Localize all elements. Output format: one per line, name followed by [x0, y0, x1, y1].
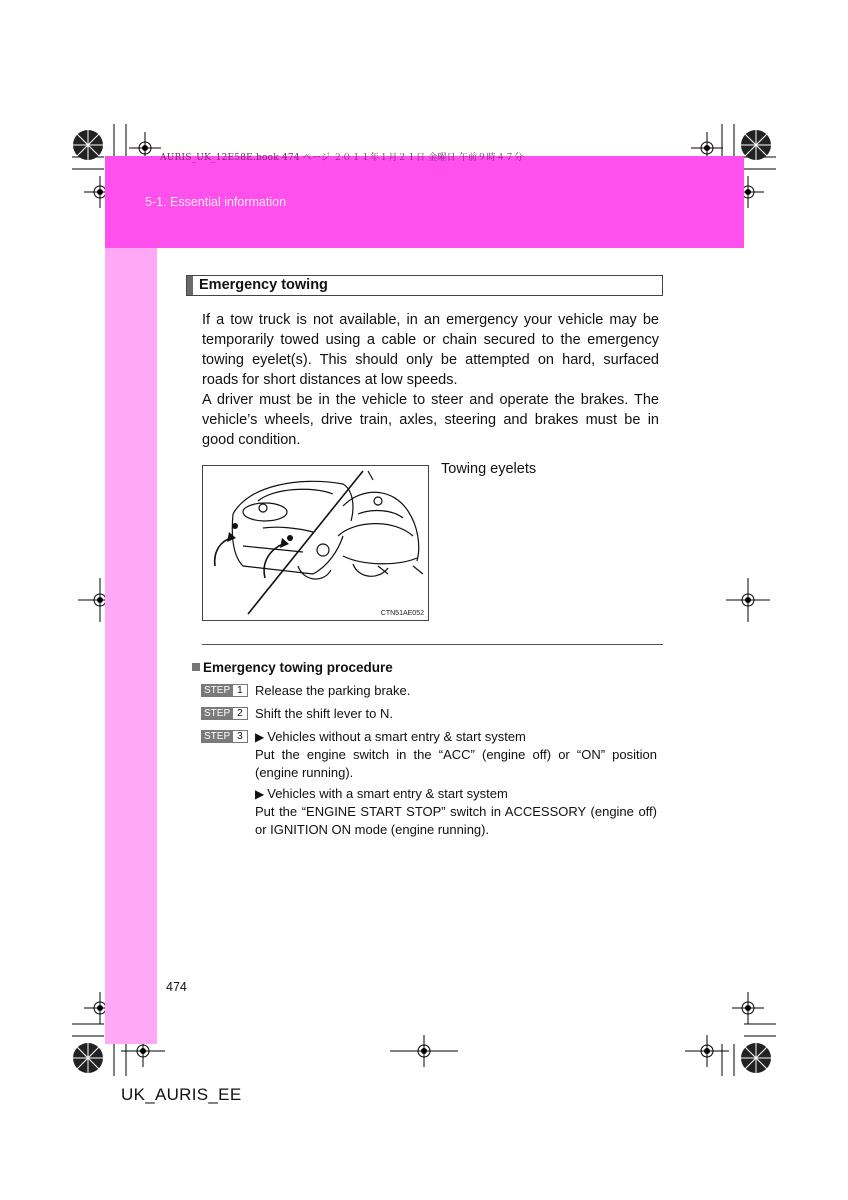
intro-paragraph-2: A driver must be in the vehicle to steer and operate the brakes. The vehicle’s wheels, drive train, axles, steering and brakes must be in good condition. — [202, 392, 659, 448]
car-towing-illustration — [203, 466, 428, 620]
figure-code: CTN51AE052 — [380, 610, 424, 617]
intro-text — [202, 310, 659, 450]
step-badge-1 — [201, 684, 248, 697]
section-title: Emergency towing — [199, 277, 328, 293]
option-text: Put the engine switch in the “ACC” (engine off) or “ON” position (engine running). — [255, 747, 657, 780]
procedure-title-text: Emergency towing procedure — [203, 660, 393, 675]
breadcrumb: 5-1. Essential information — [145, 195, 287, 209]
procedure-title — [192, 660, 393, 675]
footer-code: UK_AURIS_EE — [121, 1085, 242, 1104]
step-number: 3 — [233, 730, 248, 743]
right-triangle-icon: ▶ — [255, 730, 265, 744]
step-number: 2 — [233, 707, 248, 720]
square-bullet-icon — [192, 663, 200, 671]
section-divider — [202, 644, 663, 645]
step-1-text: Release the parking brake. — [255, 683, 411, 698]
page-number: 474 — [166, 980, 187, 994]
step-badge-3 — [201, 730, 248, 743]
right-triangle-icon: ▶ — [255, 787, 265, 801]
step-label: STEP — [201, 730, 233, 743]
option-heading: Vehicles without a smart entry & start system — [267, 729, 526, 744]
option-text: Put the “ENGINE START STOP” switch in ACCESSORY (engine off) or IGNITION ON mode (engine running). — [255, 804, 657, 837]
section-heading-box — [186, 275, 663, 296]
step-2-text: Shift the shift lever to N. — [255, 706, 394, 721]
step-number: 1 — [233, 684, 248, 697]
towing-eyelets-figure — [202, 465, 429, 621]
intro-paragraph-1: If a tow truck is not available, in an emergency your vehicle may be temporarily towed using a cable or chain secured to the emergency towing eyelet(s). This should only be attempted on hard, surfaced roads for short distances at low speeds. — [202, 312, 659, 388]
step-badge-2 — [201, 707, 248, 720]
option-heading: Vehicles with a smart entry & start system — [267, 786, 508, 801]
figure-caption: Towing eyelets — [441, 461, 537, 477]
side-tab-band — [105, 248, 157, 1044]
section-heading-bar — [187, 276, 193, 295]
step-3-option-without-smart-entry — [255, 728, 657, 782]
step-label: STEP — [201, 707, 233, 720]
step-label: STEP — [201, 684, 233, 697]
print-file-info: AURIS_UK_12E58E.book 474 ページ ２０１１年１月２１日 金曜日 午前９時４７分 — [160, 153, 524, 163]
step-3-option-with-smart-entry — [255, 785, 657, 839]
